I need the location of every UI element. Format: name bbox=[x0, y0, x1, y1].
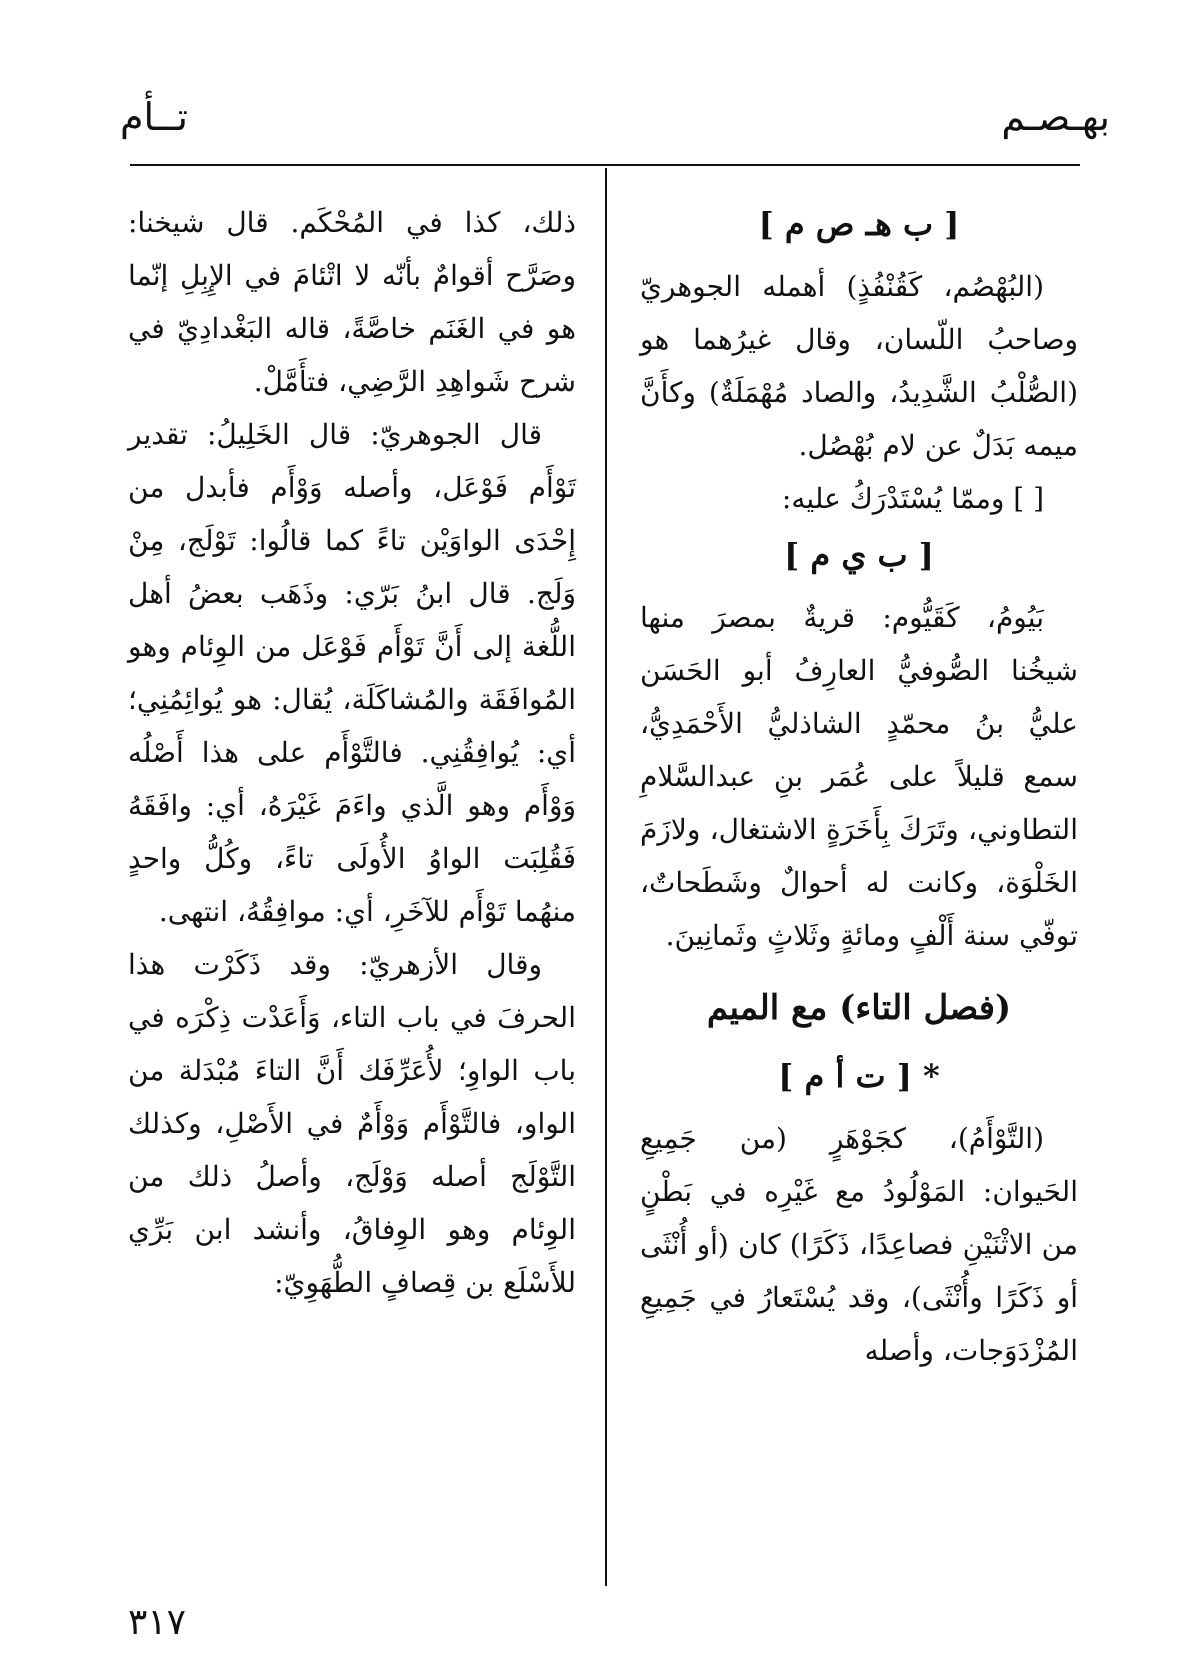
entry-addendum-bhsm: [ ] وممّا يُسْتَدْرَكُ عليه: bbox=[781, 482, 1044, 515]
entry-heading-bym: [ ب ي م ] bbox=[784, 536, 934, 574]
left-paragraph-1: ذلك، كذا في المُحْكَم. قال شيخنا: وصَرَّح أقوامٌ بأنّه لا اتْئامَ في الإِبِلِ إنّما هو في الغَنَم خاصَّةً، قاله البَغْدادِيّ في شرح شَواهِدِ الرَّضِي، فتأَمَّلْ. bbox=[128, 206, 576, 398]
running-header-left: تــأم bbox=[120, 95, 188, 139]
left-column bbox=[128, 196, 576, 1309]
left-paragraph-3: وقال الأزهريّ: وقد ذَكَرْت هذا الحرفَ في باب التاء، وَأَعَدْت ذِكْرَه في باب الواوِ؛ لأُعَرِّفَك أَنَّ التاءَ مُبْدَلة من الواو، فالتَّوْأَم وَوْأَمٌ في الأَصْلِ، وكذلك التَّوْلَج أصله وَوْلَج، وأصلُ ذلك من الوِئام وهو الوِفاقُ، وأنشد ابن بَرِّي للأَسْلَع بن قِصافٍ الطُّهَوِيّ: bbox=[128, 948, 576, 1299]
entry-heading-bhsm: [ ب هـ ص م ] bbox=[758, 205, 960, 243]
entry-heading-tam: * [ ت أ م ] bbox=[778, 1057, 940, 1095]
entry-text-bym: بَيُومُ، كَقَيُّوم: قريةٌ بمصرَ منها شيخُنا الصُّوفيُّ العارِفُ أبو الحَسَن عليُّ بنُ محمّدٍ الشاذليُّ الأَحْمَدِيُّ، سمع قليلاً على عُمَر بنِ عبدالسَّلامِ التطاوني، وتَرَكَ بِأَخَرَةٍ الاشتغال، ولازَمَ الخَلْوَة، وكانت له أحوالٌ وشَطَحاتٌ، توفّي سنة أَلْفٍ ومائةٍ وثَلاثٍ وثَمانِينَ. bbox=[640, 601, 1078, 952]
entry-text-tam: (التَّوْأَمُ)، كجَوْهَرٍ (من جَمِيعِ الحَيوان: المَوْلُودُ مع غَيْرِه في بَطْنٍ من الاثْنَيْنِ فصاعِدًا، ذَكَرًا) كان (أو أُنْثَى أو ذَكَرًا وأُنْثَى)، وقد يُسْتَعارُ في جَمِيعِ المُزْدَوَجات، وأصله bbox=[640, 1122, 1078, 1367]
entry-text-bhsm: (البُهْصُم، كَقُنْفُذٍ) أهمله الجوهريّ وصاحبُ اللّسان، وقال غيرُهما هو (الصُّلْبُ الشَّدِيدُ، والصاد مُهْمَلَةٌ) وكأَنَّ ميمه بَدَلٌ عن لام بُهْصُل. bbox=[640, 270, 1078, 462]
left-paragraph-2: قال الجوهريّ: قال الخَلِيلُ: تقدير تَوْأَم فَوْعَل، وأصله وَوْأَم فأبدل من إِحْدَى الواوَيْن تاءً كما قالُوا: تَوْلَج، مِنْ وَلَج. قال ابنُ بَرّي: وذَهَب بعضُ أهل اللُّغة إلى أَنَّ تَوْأَم فَوْعَل من الوِئام وهو المُوافَقَة والمُشاكَلَة، يُقال: هو يُوائِمُنِي؛ أي: يُوافِقُنِي. فالتَّوْأَم على هذا أَصْلُه وَوْأَم وهو الَّذي واءَمَ غَيْرَهُ، أي: وافَقَهُ فَقُلِبَت الواوُ الأُولَى تاءً، وكُلُّ واحدٍ منهُما تَوْأَم للآخَرِ، أي: موافِقُهُ، انتهى. bbox=[128, 418, 576, 928]
header-rule bbox=[130, 164, 1080, 166]
page-number: ٣١٧ bbox=[128, 1602, 187, 1643]
right-column bbox=[640, 196, 1078, 1377]
section-heading-taa: (فصل التاء) مع الميم bbox=[706, 988, 1012, 1028]
running-header-right: بهـصـم bbox=[1001, 95, 1110, 139]
column-divider bbox=[605, 168, 607, 1586]
